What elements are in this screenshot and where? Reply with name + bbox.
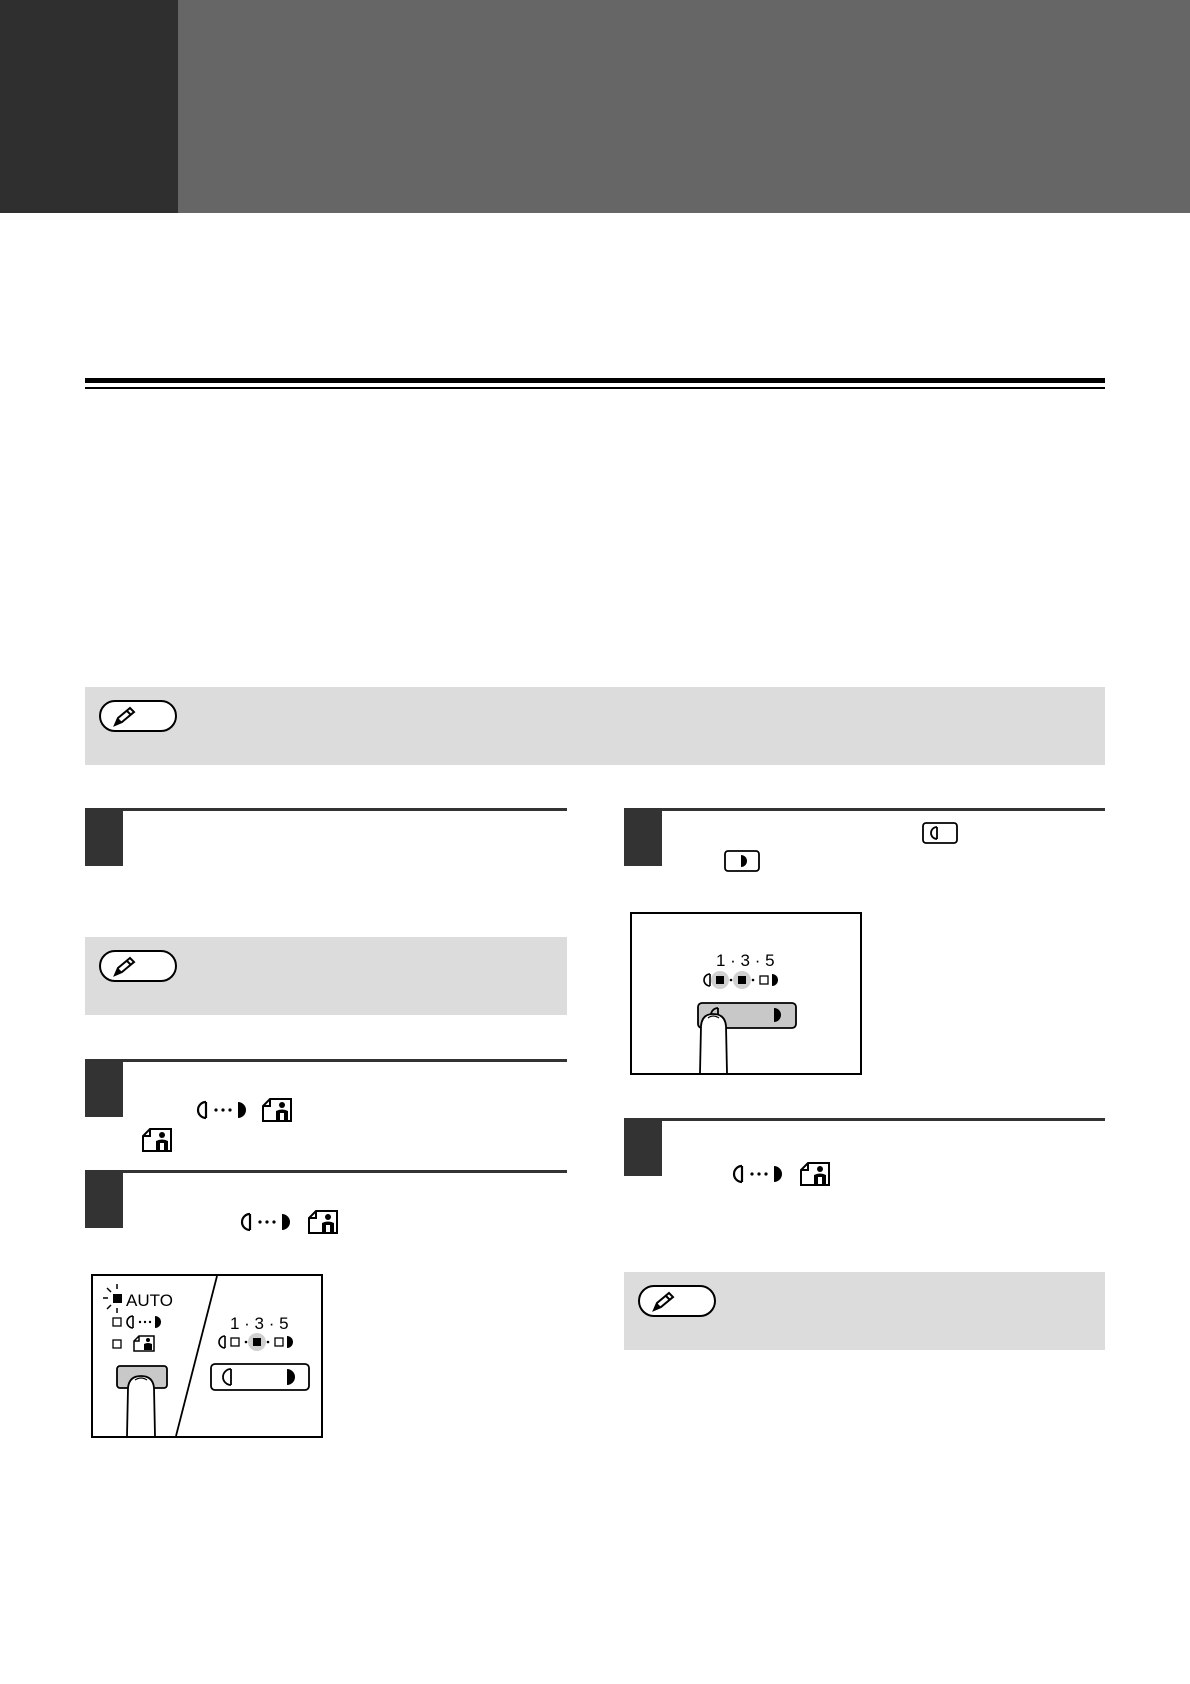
section-rule-thick xyxy=(85,378,1105,383)
exposure-panel-figure-left xyxy=(91,1274,323,1438)
panel-divider xyxy=(176,1276,217,1436)
photo-mode-icon xyxy=(140,1126,174,1154)
exposure-scale-label: 1 · 3 · 5 xyxy=(230,1314,289,1333)
step-4-number-block xyxy=(624,808,662,866)
auto-indicator-lamp xyxy=(103,1284,122,1313)
exposure-range-icon xyxy=(127,1316,161,1328)
header-dark-band xyxy=(0,0,178,213)
photo-mode-icon xyxy=(798,1160,832,1188)
pressing-finger xyxy=(700,1014,727,1073)
note-box-left xyxy=(85,937,567,1015)
step-2-rule xyxy=(85,1059,567,1062)
note-box-top xyxy=(85,687,1105,765)
photo-indicator-lamp xyxy=(113,1340,121,1348)
manual-indicator-lamp xyxy=(113,1318,121,1326)
exposure-range-icon xyxy=(240,1210,296,1234)
photo-mode-icon xyxy=(260,1096,294,1124)
pencil-note-icon xyxy=(99,700,177,732)
exposure-range-icon xyxy=(732,1162,788,1186)
exposure-panel-figure-right xyxy=(630,912,862,1075)
step-3-rule xyxy=(85,1170,567,1173)
step-5-number-block xyxy=(624,1118,662,1176)
step-3-number-block xyxy=(85,1170,123,1228)
step-2-number-block xyxy=(85,1059,123,1117)
dark-exposure-icon[interactable] xyxy=(724,850,760,872)
exposure-scale-label: 1 · 3 · 5 xyxy=(716,951,775,970)
pencil-note-icon xyxy=(99,950,177,982)
step-5-rule xyxy=(624,1118,1105,1121)
pencil-note-icon xyxy=(638,1285,716,1317)
photo-mode-icon xyxy=(134,1336,154,1351)
step-4-rule xyxy=(624,808,1105,811)
section-rule-thin xyxy=(85,387,1105,389)
photo-mode-icon xyxy=(306,1208,340,1236)
step-1-number-block xyxy=(85,808,123,866)
header-gray-band xyxy=(178,0,1190,213)
light-exposure-icon[interactable] xyxy=(922,822,958,844)
auto-label: AUTO xyxy=(126,1291,173,1310)
pressing-finger xyxy=(127,1376,155,1436)
exposure-range-icon xyxy=(196,1098,252,1122)
note-box-right xyxy=(624,1272,1105,1350)
step-1-rule xyxy=(85,808,567,811)
exposure-level-indicators xyxy=(219,1333,293,1351)
exposure-level-indicators xyxy=(704,971,778,989)
